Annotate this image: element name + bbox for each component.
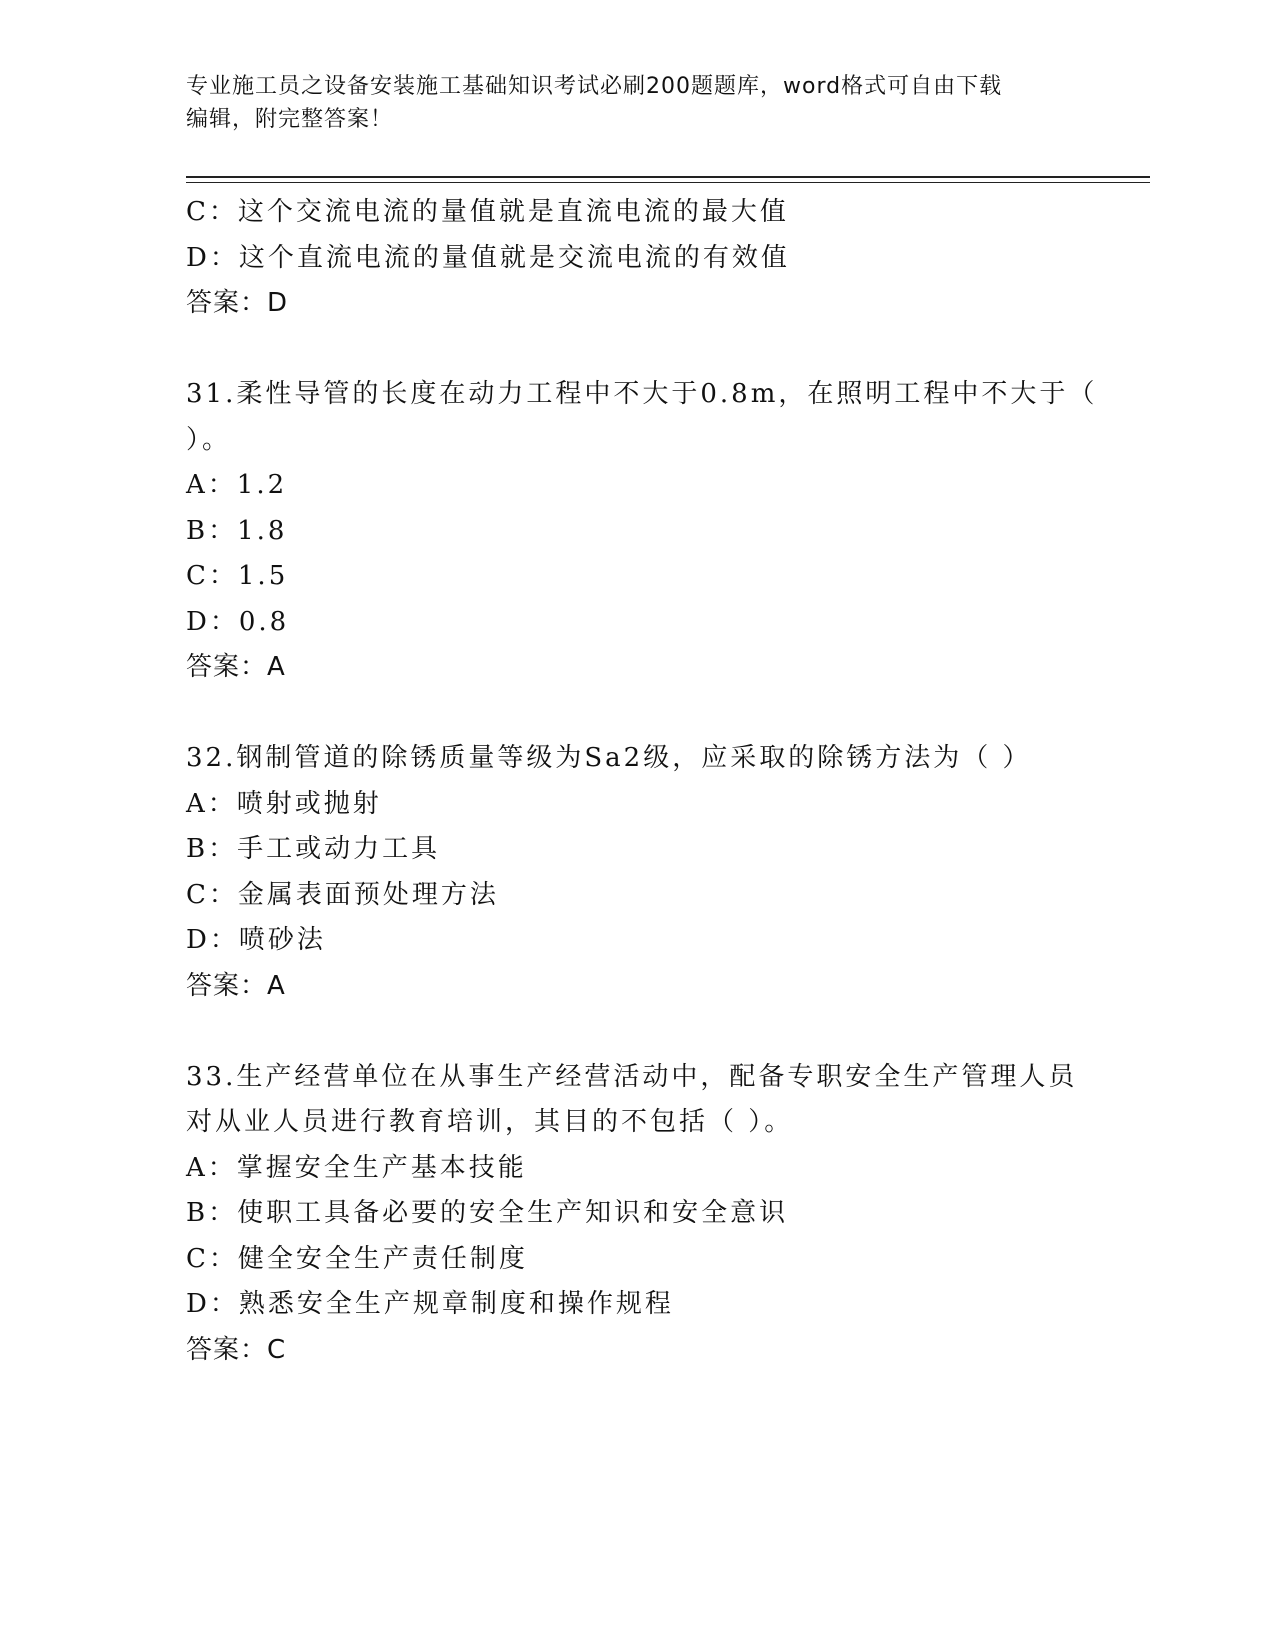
option-a: A：掌握安全生产基本技能 <box>186 1152 527 1183</box>
option-c: C：金属表面预处理方法 <box>186 879 499 910</box>
option-c: C：这个交流电流的量值就是直流电流的最大值 <box>186 197 789 227</box>
question-list <box>186 190 1098 1373</box>
question-32 <box>186 736 1086 1009</box>
option-d: D：0.8 <box>186 606 290 637</box>
question-31 <box>186 372 1098 691</box>
option-b: B：使职工具备必要的安全生产知识和安全意识 <box>186 1198 789 1228</box>
answer-label: 答案：C <box>186 1334 287 1365</box>
header-divider-thick <box>186 176 1150 178</box>
question-stem-line-1: 31.柔性导管的长度在动力工程中不大于0.8m，在照明工程中不大于（ <box>186 379 1098 409</box>
spacer <box>186 327 1086 373</box>
option-b: B：1.8 <box>186 515 288 546</box>
header-title-line-1: 专业施工员之设备安装施工基础知识考试必刷200题题库，word格式可自由下载 <box>186 74 1003 99</box>
option-c: C：1.5 <box>186 561 289 591</box>
spacer <box>186 1009 1086 1055</box>
option-b: B：手工或动力工具 <box>186 834 441 864</box>
header-title-line-2: 编辑，附完整答案！ <box>186 107 394 132</box>
option-d: D：熟悉安全生产规章制度和操作规程 <box>186 1289 674 1319</box>
question-30-continued <box>186 190 1086 327</box>
question-stem-line-1: 32.钢制管道的除锈质量等级为Sa2级，应采取的除锈方法为（ ） <box>186 743 1032 773</box>
option-a: A：喷射或抛射 <box>186 788 382 819</box>
spacer <box>186 691 1086 737</box>
question-33 <box>186 1055 1086 1374</box>
question-stem-line-2: ）。 <box>186 424 232 455</box>
option-a: A：1.2 <box>186 470 288 500</box>
page-header <box>186 70 1066 136</box>
answer-label: 答案：A <box>186 652 286 682</box>
answer-label: 答案：A <box>186 970 286 1001</box>
question-stem-line-2: 对从业人员进行教育培训，其目的不包括（ ）。 <box>186 1107 794 1137</box>
question-stem-line-1: 33.生产经营单位在从事生产经营活动中，配备专职安全生产管理人员 <box>186 1061 1078 1092</box>
header-divider-thin <box>186 182 1150 183</box>
option-d: D：喷砂法 <box>186 925 326 955</box>
answer-label: 答案：D <box>186 288 289 318</box>
option-d: D：这个直流电流的量值就是交流电流的有效值 <box>186 242 790 273</box>
option-c: C：健全安全生产责任制度 <box>186 1243 528 1274</box>
